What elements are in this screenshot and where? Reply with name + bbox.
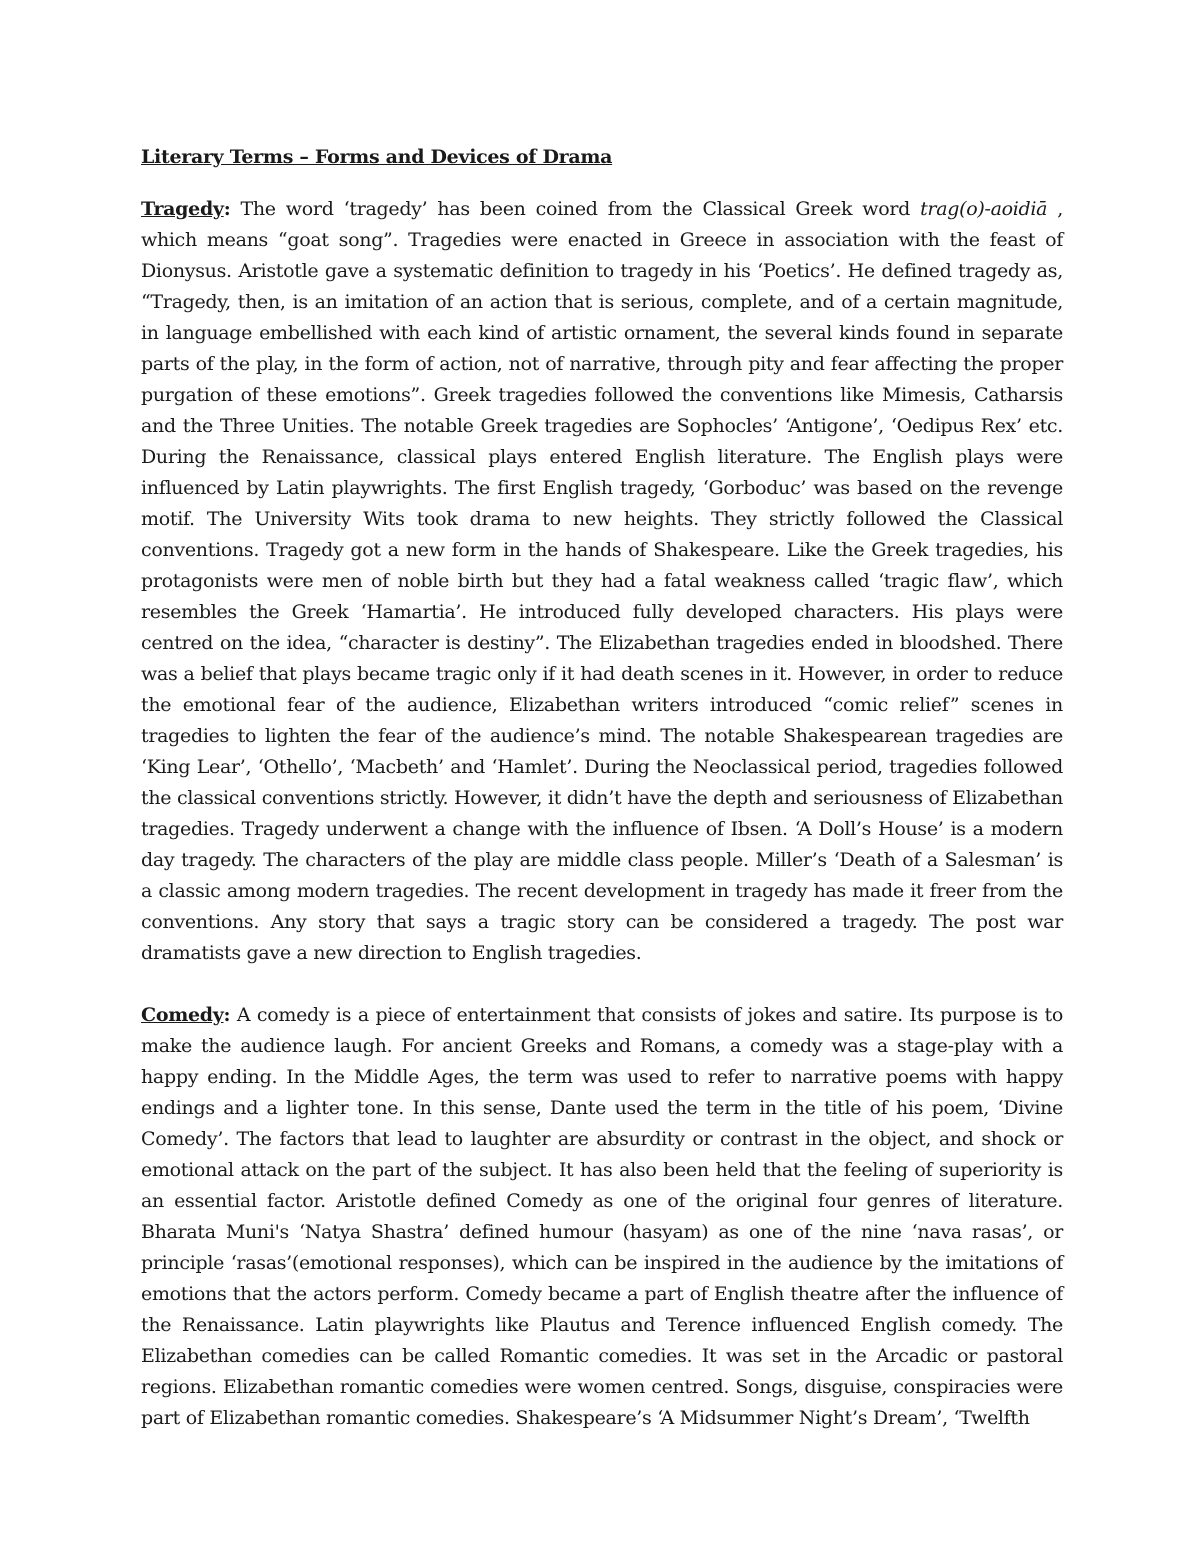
document-body (141, 142, 1063, 1434)
paragraph-tragedy (141, 194, 1063, 969)
paragraph-comedy (141, 1000, 1063, 1434)
term-heading-tragedy: Tragedy (141, 198, 224, 220)
paragraph-text: A comedy is a piece of entertainment that consists of jokes and satire. Its purpose is to make the audience laugh. For ancient Greeks and Romans, a comedy was a stage-play with a happy ending. In the Middle Ages, the term was used to refer to narrative poems with happy endings and a lighter tone. In this sense, Dante used the term in the title of his poem, ‘Divine Comedy’. The factors that lead to laughter are absurdity or contrast in the object, and shock or emotional attack on the part of the subject. It has also been held that the feeling of superiority is an essential factor. Aristotle defined Comedy as one of the original four genres of literature. Bharata Muni's ‘Natya Shastra’ defined humour (hasyam) as one of the nine ‘nava rasas’, or principle ‘rasas’(emotional responses), which can be inspired in the audience by the imitations of emotions that the actors perform. Comedy became a part of English theatre after the influence of the Renaissance. Latin playwrights like Plautus and Terence influenced English comedy. The Elizabethan comedies can be called Romantic comedies. It was set in the Arcadic or pastoral regions. Elizabethan romantic comedies were women centred. Songs, disguise, conspiracies were part of Elizabethan romantic comedies. Shakespeare’s ‘A Midsummer Night’s Dream’, ‘Twelfth (141, 1004, 1063, 1429)
term-colon: : (223, 1004, 231, 1026)
paragraph-text: The word ‘tragedy’ has been coined from the Classical Greek word (230, 198, 921, 220)
paragraph-text: , which means “goat song”. Tragedies were enacted in Greece in association with the feast of Dionysus. Aristotle gave a systematic definition to tragedy in his ‘Poetics’. He defined tragedy as, “Tragedy, then, is an imitation of an action that is serious, complete, and of a certain magnitude, in language embellished with each kind of artistic ornament, the several kinds found in separate parts of the play, in the form of action, not of narrative, through pity and fear affecting the proper purgation of these emotions”. Greek tragedies followed the conventions like Mimesis, Catharsis and the Three Unities. The notable Greek tragedies are Sophocles’ ‘Antigone’, ‘Oedipus Rex’ etc. During the Renaissance, classical plays entered English literature. The English plays were influenced by Latin playwrights. The first English tragedy, ‘Gorboduc’ was based on the revenge motif. The University Wits took drama to new heights. They strictly followed the Classical conventions. Tragedy got a new form in the hands of Shakespeare. Like the Greek tragedies, his protagonists were men of noble birth but they had a fatal weakness called ‘tragic flaw’, which resembles the Greek ‘Hamartia’. He introduced fully developed characters. His plays were centred on the idea, “character is destiny”. The Elizabethan tragedies ended in bloodshed. There was a belief that plays became tragic only if it had death scenes in it. However, in order to reduce the emotional fear of the audience, Elizabethan writers introduced “comic relief” scenes in tragedies to lighten the fear of the audience’s mind. The notable Shakespearean tragedies are ‘King Lear’, ‘Othello’, ‘Macbeth’ and ‘Hamlet’. During the Neoclassical period, tragedies followed the classical conventions strictly. However, it didn’t have the depth and seriousness of Elizabethan tragedies. Tragedy underwent a change with the influence of Ibsen. ‘A Doll’s House’ is a modern day tragedy. The characters of the play are middle class people. Miller’s ‘Death of a Salesman’ is a classic among modern tragedies. The recent development in tragedy has made it freer from the conventions. Any story that says a tragic story can be considered a tragedy. The post war dramatists gave a new direction to English tragedies. (141, 198, 1063, 964)
page-title: Literary Terms – Forms and Devices of Drama (141, 146, 613, 168)
term-heading-comedy: Comedy (141, 1004, 224, 1026)
term-colon: : (223, 198, 231, 220)
greek-word: trag(o)-aoidiā (920, 198, 1048, 220)
